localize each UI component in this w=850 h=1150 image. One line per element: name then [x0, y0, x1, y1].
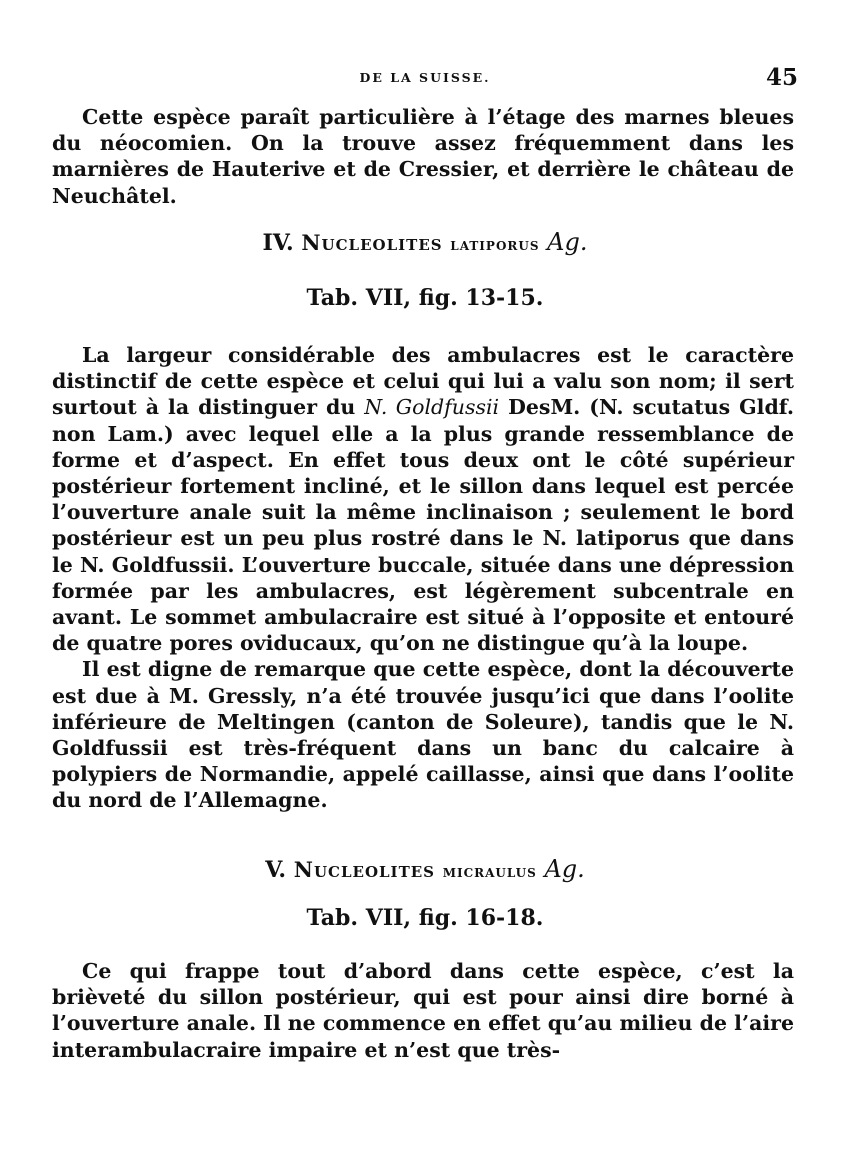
species-author: Ag. [544, 855, 585, 883]
species-genus: Nucleolites [301, 230, 443, 255]
species-v-description [52, 958, 794, 1063]
species-iv-paragraph-2: Il est digne de remarque que cette espèce, dont la découverte est due à M. Gressly, n’a été trouvée jusqu’ici que dans l’oolite inférieure de Meltingen (canton de Soleure), tandis que le N. Goldfussii est très-fréquent dans un banc du calcaire à polypiers de Normandie, appelé caillasse, ainsi que dans l’oolite du nord de l’Allemagne. [52, 657, 794, 813]
running-head: DE LA SUISSE. [359, 70, 491, 85]
species-heading-iv [0, 228, 850, 256]
species-genus: Nucleolites [293, 857, 436, 882]
plate-reference-v: Tab. VII, fig. 16-18. [306, 905, 544, 931]
intro-paragraph [52, 104, 794, 209]
species-numeral: V. [265, 857, 287, 883]
p1-end: DesM. (N. scutatus Gldf. non Lam.) avec lequel elle a la plus grande ressemblance de forme et d’aspect. En effet tous deux ont le côté supérieur postérieur fortement incliné, et le sillon dans lequel est percée l’ouverture anale suit la même inclinaison ; seulement le bord postérieur est un peu plus rostré dans le N. latiporus que dans le N. Goldfussii. L’ouverture buccale, située dans une dépression formée par les ambulacres, est légèrement subcentrale en avant. Le sommet ambulacraire est situé à l’opposite et entouré de quatre pores oviducaux, qu’on ne distingue qu’à la loupe. [52, 395, 794, 656]
species-author: Ag. [547, 228, 588, 256]
species-v-paragraph-1: Ce qui frappe tout d’abord dans cette espèce, c’est la brièveté du sillon postérieur, qui est pour ainsi dire borné à l’ouverture anale. Il ne commence en effet qu’au milieu de l’aire interambulacraire impaire et n’est que très- [52, 959, 794, 1062]
species-epithet: micraulus [442, 862, 537, 882]
species-numeral: IV. [262, 230, 294, 256]
species-iv-paragraph-1 [52, 342, 794, 656]
plate-reference-iv: Tab. VII, fig. 13-15. [306, 285, 544, 311]
page-number: 45 [765, 64, 798, 91]
p1-start: La largeur considérable des ambulacres est le caractère distinctif de cette espèce et celui qui lui a valu son nom; il sert surtout à la distinguer du [52, 343, 794, 420]
p1-species-name: N. Goldfussii [364, 395, 500, 420]
intro-text: Cette espèce paraît particulière à l’étage des marnes bleues du néocomien. On la trouve assez fréquemment dans les marnières de Hauterive et de Cressier, et derrière le château de Neuchâtel. [52, 105, 794, 208]
species-heading-v [0, 855, 850, 883]
species-iv-description [52, 342, 794, 814]
species-epithet: latiporus [450, 235, 540, 255]
